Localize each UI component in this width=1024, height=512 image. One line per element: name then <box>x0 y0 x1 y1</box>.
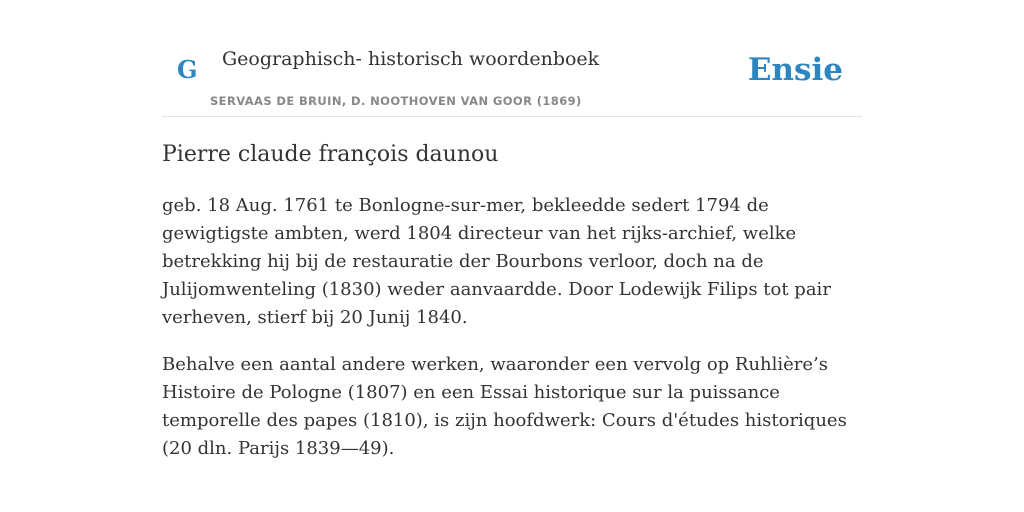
book-logo-icon[interactable]: G <box>177 55 198 84</box>
book-authors: SERVAAS DE BRUIN, D. NOOTHOVEN VAN GOOR (1869) <box>210 94 582 108</box>
entry-title: Pierre claude françois daunou <box>162 142 499 167</box>
header <box>162 0 862 117</box>
entry-body <box>162 192 862 482</box>
entry-paragraph: geb. 18 Aug. 1761 te Bonlogne-sur-mer, bekleedde sedert 1794 de gewigtigste ambten, werd 1804 directeur van het rijks-archief, welke betrekking hij bij de restauratie der Bourbons verloor, doch na de Julijomwenteling (1830) weder aanvaardde. Door Lodewijk Filips tot pair verheven, stierf bij 20 Junij 1840. <box>162 195 831 328</box>
brand-logo[interactable]: Ensie <box>747 52 843 88</box>
page-container <box>162 0 862 459</box>
entry-paragraph: Behalve een aantal andere werken, waaronder een vervolg op Ruhlière’s Histoire de Pologne (1807) en een Essai historique sur la puissance temporelle des papes (1810), is zijn hoofdwerk: Cours d'études historiques (20 dln. Parijs 1839—49). <box>162 354 847 459</box>
book-title[interactable]: Geographisch- historisch woordenboek <box>222 48 600 70</box>
